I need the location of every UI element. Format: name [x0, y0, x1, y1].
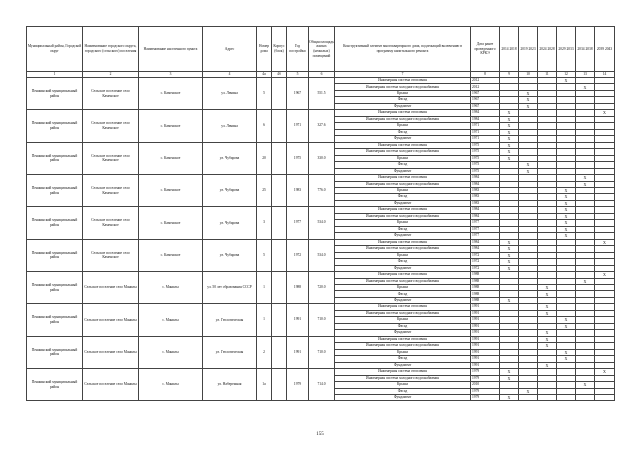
element-name-cell: Крыша — [335, 155, 471, 161]
last-repair-date-cell: 1991 — [471, 317, 500, 323]
area-cell: 714.0 — [309, 369, 335, 401]
build-year-cell: 1975 — [287, 142, 309, 174]
last-repair-date-cell: 1991 — [471, 304, 500, 310]
element-name-cell: Фундамент — [335, 330, 471, 336]
element-name-cell: Инженерная система отопления — [335, 207, 471, 213]
element-name-cell: Фасад — [335, 259, 471, 265]
column-number: 13 — [576, 72, 595, 78]
settlement-cell: Сельское поселение село Манилы — [83, 336, 139, 368]
last-repair-date-cell: 1975 — [471, 155, 500, 161]
period-mark-cell: X — [500, 136, 519, 142]
period-mark-cell: X — [500, 110, 519, 116]
period-mark-cell: X — [500, 116, 519, 122]
element-name-cell: Инженерная система холодного водоснабжения — [335, 278, 471, 284]
settlement-cell: Сельское поселение село Каменское — [83, 175, 139, 207]
last-repair-date-cell: 1977 — [471, 233, 500, 239]
period-mark-cell: X — [557, 207, 576, 213]
period-mark-cell: X — [519, 90, 538, 96]
last-repair-date-cell: 1979 — [471, 394, 500, 400]
period-mark-cell: X — [595, 239, 615, 245]
period-mark-cell: X — [519, 103, 538, 109]
locality-cell: с. Каменское — [139, 78, 203, 110]
period-mark-cell: X — [500, 369, 519, 375]
last-repair-date-cell: 1972 — [471, 265, 500, 271]
period-mark-cell: X — [576, 175, 595, 181]
settlement-cell: Сельское поселение село Каменское — [83, 207, 139, 239]
period-mark-cell: X — [500, 149, 519, 155]
build-year-cell: 1991 — [287, 304, 309, 336]
last-repair-date-cell: 1984 — [471, 246, 500, 252]
last-repair-date-cell: 1972 — [471, 252, 500, 258]
column-header: Наименование населенного пункта — [139, 27, 203, 72]
district-cell: Пенжинский муниципальный район — [27, 239, 83, 271]
last-repair-date-cell: 2012 — [471, 84, 500, 90]
build-year-cell: 1977 — [287, 207, 309, 239]
last-repair-date-cell: 1979 — [471, 369, 500, 375]
column-number: 8 — [471, 72, 500, 78]
last-repair-date-cell: 1991 — [471, 362, 500, 368]
period-mark-cell — [519, 394, 538, 400]
block-cell — [272, 78, 287, 110]
last-repair-date-cell: 1984 — [471, 116, 500, 122]
last-repair-date-cell: 1991 — [471, 343, 500, 349]
period-mark-cell: X — [557, 233, 576, 239]
area-cell: 551.5 — [309, 78, 335, 110]
last-repair-date-cell: 1983 — [471, 187, 500, 193]
last-repair-date-cell: 2012 — [471, 78, 500, 84]
block-cell — [272, 304, 287, 336]
column-header: Муниципальный район, Городской округ — [27, 27, 83, 72]
period-mark-cell: X — [557, 213, 576, 219]
element-name-cell: Инженерная система отопления — [335, 78, 471, 84]
element-name-cell: Фасад — [335, 356, 471, 362]
last-repair-date-cell: 1967 — [471, 90, 500, 96]
period-mark-cell: X — [557, 194, 576, 200]
column-header: 2014 2018 — [500, 27, 519, 72]
column-header: Наименование городского округа, городского (сельского) поселения — [83, 27, 139, 72]
locality-cell: с. Манилы — [139, 369, 203, 401]
address-cell: ул. Чубарова — [203, 207, 257, 239]
period-mark-cell — [576, 394, 595, 400]
last-repair-date-cell: 1977 — [471, 220, 500, 226]
address-cell: ул. Чубарова — [203, 142, 257, 174]
build-year-cell: 1983 — [287, 175, 309, 207]
last-repair-date-cell: 1991 — [471, 310, 500, 316]
block-cell — [272, 336, 287, 368]
element-name-cell: Крыша — [335, 317, 471, 323]
address-cell: ул. Ленина — [203, 78, 257, 110]
period-mark-cell: X — [500, 394, 519, 400]
last-repair-date-cell: 1971 — [471, 129, 500, 135]
element-name-cell: Крыша — [335, 252, 471, 258]
district-cell: Пенжинский муниципальный район — [27, 78, 83, 110]
last-repair-date-cell: 1988 — [471, 278, 500, 284]
element-name-cell: Фундамент — [335, 265, 471, 271]
element-name-cell: Крыша — [335, 90, 471, 96]
element-name-cell: Инженерная система отопления — [335, 142, 471, 148]
element-name-cell: Инженерная система холодного водоснабжения — [335, 149, 471, 155]
period-mark-cell: X — [500, 259, 519, 265]
column-number: 3 — [139, 72, 203, 78]
element-name-cell: Фундамент — [335, 200, 471, 206]
element-name-cell: Инженерная система отопления — [335, 175, 471, 181]
period-mark-cell: X — [557, 349, 576, 355]
period-mark-cell: X — [538, 285, 557, 291]
locality-cell: с. Манилы — [139, 336, 203, 368]
element-name-cell: Фасад — [335, 97, 471, 103]
element-name-cell: Инженерная система холодного водоснабжения — [335, 310, 471, 316]
last-repair-date-cell: 1972 — [471, 259, 500, 265]
column-number: 12 — [557, 72, 576, 78]
area-cell: 710.0 — [309, 304, 335, 336]
element-name-cell: Фундамент — [335, 103, 471, 109]
last-repair-date-cell: 1988 — [471, 291, 500, 297]
district-cell: Пенжинский муниципальный район — [27, 110, 83, 142]
element-name-cell: Фасад — [335, 194, 471, 200]
locality-cell: с. Каменское — [139, 142, 203, 174]
locality-cell: с. Каменское — [139, 110, 203, 142]
district-cell: Пенжинский муниципальный район — [27, 304, 83, 336]
element-name-cell: Крыша — [335, 285, 471, 291]
last-repair-date-cell: 1983 — [471, 200, 500, 206]
element-name-cell: Инженерная система отопления — [335, 336, 471, 342]
period-mark-cell: X — [538, 310, 557, 316]
period-mark-cell — [557, 394, 576, 400]
last-repair-date-cell: 1971 — [471, 123, 500, 129]
period-mark-cell: X — [595, 369, 615, 375]
column-header: Адрес — [203, 27, 257, 72]
build-year-cell: 1988 — [287, 272, 309, 304]
last-repair-date-cell: 1984 — [471, 110, 500, 116]
district-cell: Пенжинский муниципальный район — [27, 207, 83, 239]
column-number: 11 — [538, 72, 557, 78]
element-name-cell: Фасад — [335, 323, 471, 329]
period-mark-cell — [538, 394, 557, 400]
column-header: 2039 2043 — [595, 27, 615, 72]
element-name-cell: Фундамент — [335, 362, 471, 368]
last-repair-date-cell: 1967 — [471, 97, 500, 103]
block-cell — [272, 175, 287, 207]
settlement-cell: Сельское поселение село Манилы — [83, 272, 139, 304]
district-cell: Пенжинский муниципальный район — [27, 142, 83, 174]
column-number: 1 — [27, 72, 83, 78]
column-header: Год постройки — [287, 27, 309, 72]
element-name-cell: Фундамент — [335, 297, 471, 303]
block-cell — [272, 110, 287, 142]
element-name-cell: Инженерная система отопления — [335, 239, 471, 245]
period-mark-cell: X — [500, 129, 519, 135]
address-cell: ул. Ленина — [203, 110, 257, 142]
element-name-cell: Фасад — [335, 291, 471, 297]
period-mark-cell: X — [576, 181, 595, 187]
element-name-cell: Инженерная система холодного водоснабжения — [335, 343, 471, 349]
column-header: Общая площадь жилых (нежилых) помещений — [309, 27, 335, 72]
house-number-cell: 6 — [257, 110, 272, 142]
locality-cell: с. Манилы — [139, 304, 203, 336]
period-mark-cell: X — [500, 265, 519, 271]
period-mark-cell: X — [500, 155, 519, 161]
period-mark-cell: X — [538, 291, 557, 297]
build-year-cell: 1971 — [287, 110, 309, 142]
last-repair-date-cell: 1984 — [471, 175, 500, 181]
settlement-cell: Сельское поселение село Каменское — [83, 78, 139, 110]
block-cell — [272, 142, 287, 174]
period-mark-cell: X — [538, 362, 557, 368]
period-mark-cell: X — [557, 220, 576, 226]
house-number-cell: 5 — [257, 78, 272, 110]
build-year-cell: 1967 — [287, 78, 309, 110]
period-mark-cell: X — [500, 375, 519, 381]
element-name-cell: Фундамент — [335, 168, 471, 174]
period-mark-cell: X — [595, 272, 615, 278]
block-cell — [272, 207, 287, 239]
settlement-cell: Сельское поселение село Каменское — [83, 142, 139, 174]
column-header: Конструктивный элемент многоквартирного дома, подлежащий включению в программу капитального ремонта — [335, 27, 471, 72]
build-year-cell: 1972 — [287, 239, 309, 271]
house-number-cell: 2 — [257, 336, 272, 368]
element-name-cell: Крыша — [335, 187, 471, 193]
period-mark-cell: X — [595, 110, 615, 116]
house-number-cell: 1а — [257, 369, 272, 401]
last-repair-date-cell: 1967 — [471, 103, 500, 109]
column-number: 5 — [287, 72, 309, 78]
period-mark-cell: X — [557, 356, 576, 362]
area-cell: 534.0 — [309, 207, 335, 239]
table-body — [27, 78, 615, 401]
element-name-cell: Крыша — [335, 382, 471, 388]
last-repair-date-cell: 1991 — [471, 356, 500, 362]
area-cell: 330.0 — [309, 142, 335, 174]
house-number-cell: 3 — [257, 207, 272, 239]
block-cell — [272, 239, 287, 271]
column-number: 2 — [83, 72, 139, 78]
last-repair-date-cell: 1991 — [471, 323, 500, 329]
house-number-cell: 1 — [257, 304, 272, 336]
last-repair-date-cell: 1977 — [471, 226, 500, 232]
district-cell: Пенжинский муниципальный район — [27, 175, 83, 207]
settlement-cell: Сельское поселение село Манилы — [83, 369, 139, 401]
area-cell: 720.0 — [309, 272, 335, 304]
element-name-cell: Фасад — [335, 129, 471, 135]
period-mark-cell: X — [538, 343, 557, 349]
capital-repair-schedule-page — [26, 26, 614, 401]
period-mark-cell: X — [557, 317, 576, 323]
period-mark-cell: X — [500, 252, 519, 258]
address-cell: ул. Набережная — [203, 369, 257, 401]
column-header: 2024 2028 — [538, 27, 557, 72]
column-number: 4б — [272, 72, 287, 78]
period-mark-cell: X — [500, 142, 519, 148]
element-name-cell: Инженерная система холодного водоснабжения — [335, 213, 471, 219]
locality-cell: с. Каменское — [139, 175, 203, 207]
element-name-cell: Инженерная система отопления — [335, 272, 471, 278]
block-cell — [272, 369, 287, 401]
last-repair-date-cell: 1984 — [471, 181, 500, 187]
settlement-cell: Сельское поселение село Каменское — [83, 110, 139, 142]
element-name-cell: Инженерная система отопления — [335, 369, 471, 375]
period-mark-cell: X — [519, 97, 538, 103]
column-number: 7 — [335, 72, 471, 78]
column-number: 10 — [519, 72, 538, 78]
last-repair-date-cell: 2010 — [471, 382, 500, 388]
period-mark-cell: X — [557, 78, 576, 84]
house-number-cell: 20 — [257, 142, 272, 174]
last-repair-date-cell: 1983 — [471, 194, 500, 200]
locality-cell: с. Каменское — [139, 207, 203, 239]
period-mark-cell: X — [576, 84, 595, 90]
house-number-cell: 5 — [257, 239, 272, 271]
last-repair-date-cell: 1988 — [471, 285, 500, 291]
house-number-cell: 25 — [257, 175, 272, 207]
last-repair-date-cell: 1975 — [471, 142, 500, 148]
element-name-cell: Фасад — [335, 162, 471, 168]
column-header: Номер дома — [257, 27, 272, 72]
period-mark-cell: X — [538, 336, 557, 342]
build-year-cell: 1991 — [287, 336, 309, 368]
district-cell: Пенжинский муниципальный район — [27, 272, 83, 304]
element-name-cell: Фундамент — [335, 394, 471, 400]
column-header: Корпус (блок) — [272, 27, 287, 72]
last-repair-date-cell: 1975 — [471, 149, 500, 155]
element-name-cell: Инженерная система холодного водоснабжения — [335, 181, 471, 187]
period-mark-cell: X — [557, 323, 576, 329]
address-cell: ул. Геологическая — [203, 336, 257, 368]
table-header-row — [27, 27, 615, 72]
column-number: 14 — [595, 72, 615, 78]
locality-cell: с. Манилы — [139, 272, 203, 304]
locality-cell: с. Каменское — [139, 239, 203, 271]
period-mark-cell: X — [557, 200, 576, 206]
last-repair-date-cell: 1984 — [471, 213, 500, 219]
element-name-cell: Инженерная система холодного водоснабжения — [335, 246, 471, 252]
house-number-cell: 1 — [257, 272, 272, 304]
period-mark-cell: X — [500, 297, 519, 303]
last-repair-date-cell: 1991 — [471, 336, 500, 342]
period-mark-cell: X — [500, 123, 519, 129]
block-cell — [272, 272, 287, 304]
element-name-cell: Инженерная система отопления — [335, 110, 471, 116]
page-number: 155 — [316, 432, 324, 437]
column-header: 2029 2033 — [557, 27, 576, 72]
element-name-cell: Инженерная система холодного водоснабжения — [335, 116, 471, 122]
last-repair-date-cell: 1991 — [471, 349, 500, 355]
period-mark-cell: X — [557, 226, 576, 232]
period-mark-cell: X — [519, 168, 538, 174]
district-cell: Пенжинский муниципальный район — [27, 369, 83, 401]
period-mark-cell: X — [500, 246, 519, 252]
period-mark-cell: X — [519, 388, 538, 394]
area-cell: 534.0 — [309, 239, 335, 271]
element-name-cell: Крыша — [335, 220, 471, 226]
area-cell: 327.6 — [309, 110, 335, 142]
column-number: 4 — [203, 72, 257, 78]
element-name-cell: Инженерная система холодного водоснабжения — [335, 84, 471, 90]
column-header: 2019 2023 — [519, 27, 538, 72]
address-cell: ул. Геологическая — [203, 304, 257, 336]
period-mark-cell — [595, 394, 615, 400]
last-repair-date-cell: 1975 — [471, 162, 500, 168]
area-cell: 776.0 — [309, 175, 335, 207]
last-repair-date-cell: 1988 — [471, 272, 500, 278]
last-repair-date-cell: 1971 — [471, 136, 500, 142]
element-name-cell: Фасад — [335, 388, 471, 394]
element-name-cell: Фасад — [335, 226, 471, 232]
period-mark-cell: X — [538, 330, 557, 336]
period-mark-cell: X — [576, 278, 595, 284]
period-mark-cell: X — [500, 239, 519, 245]
address-cell: ул. Чубарова — [203, 239, 257, 271]
element-name-cell: Крыша — [335, 123, 471, 129]
last-repair-date-cell: 1975 — [471, 168, 500, 174]
period-mark-cell: X — [576, 382, 595, 388]
last-repair-date-cell: 1988 — [471, 297, 500, 303]
period-mark-cell: X — [519, 162, 538, 168]
build-year-cell: 1979 — [287, 369, 309, 401]
element-name-cell: Инженерная система отопления — [335, 304, 471, 310]
period-mark-cell: X — [557, 187, 576, 193]
column-header: Дата ранее проведенного КРКЭ — [471, 27, 500, 72]
settlement-cell: Сельское поселение село Манилы — [83, 304, 139, 336]
last-repair-date-cell: 1991 — [471, 330, 500, 336]
address-cell: ул. Чубарова — [203, 175, 257, 207]
column-header: 2034 2038 — [576, 27, 595, 72]
last-repair-date-cell: 1984 — [471, 239, 500, 245]
column-number: 9 — [500, 72, 519, 78]
column-number: 6 — [309, 72, 335, 78]
last-repair-date-cell: 1979 — [471, 388, 500, 394]
element-name-cell: Крыша — [335, 349, 471, 355]
element-name-cell: Инженерная система холодного водоснабжения — [335, 375, 471, 381]
column-number: 4а — [257, 72, 272, 78]
area-cell: 710.0 — [309, 336, 335, 368]
last-repair-date-cell: 1979 — [471, 375, 500, 381]
element-name-cell: Фундамент — [335, 136, 471, 142]
address-cell: ул. 50 лет образования СССР — [203, 272, 257, 304]
district-cell: Пенжинский муниципальный район — [27, 336, 83, 368]
element-name-cell: Фундамент — [335, 233, 471, 239]
repair-program-table — [26, 26, 615, 401]
settlement-cell: Сельское поселение село Каменское — [83, 239, 139, 271]
last-repair-date-cell: 1984 — [471, 207, 500, 213]
period-mark-cell: X — [538, 304, 557, 310]
